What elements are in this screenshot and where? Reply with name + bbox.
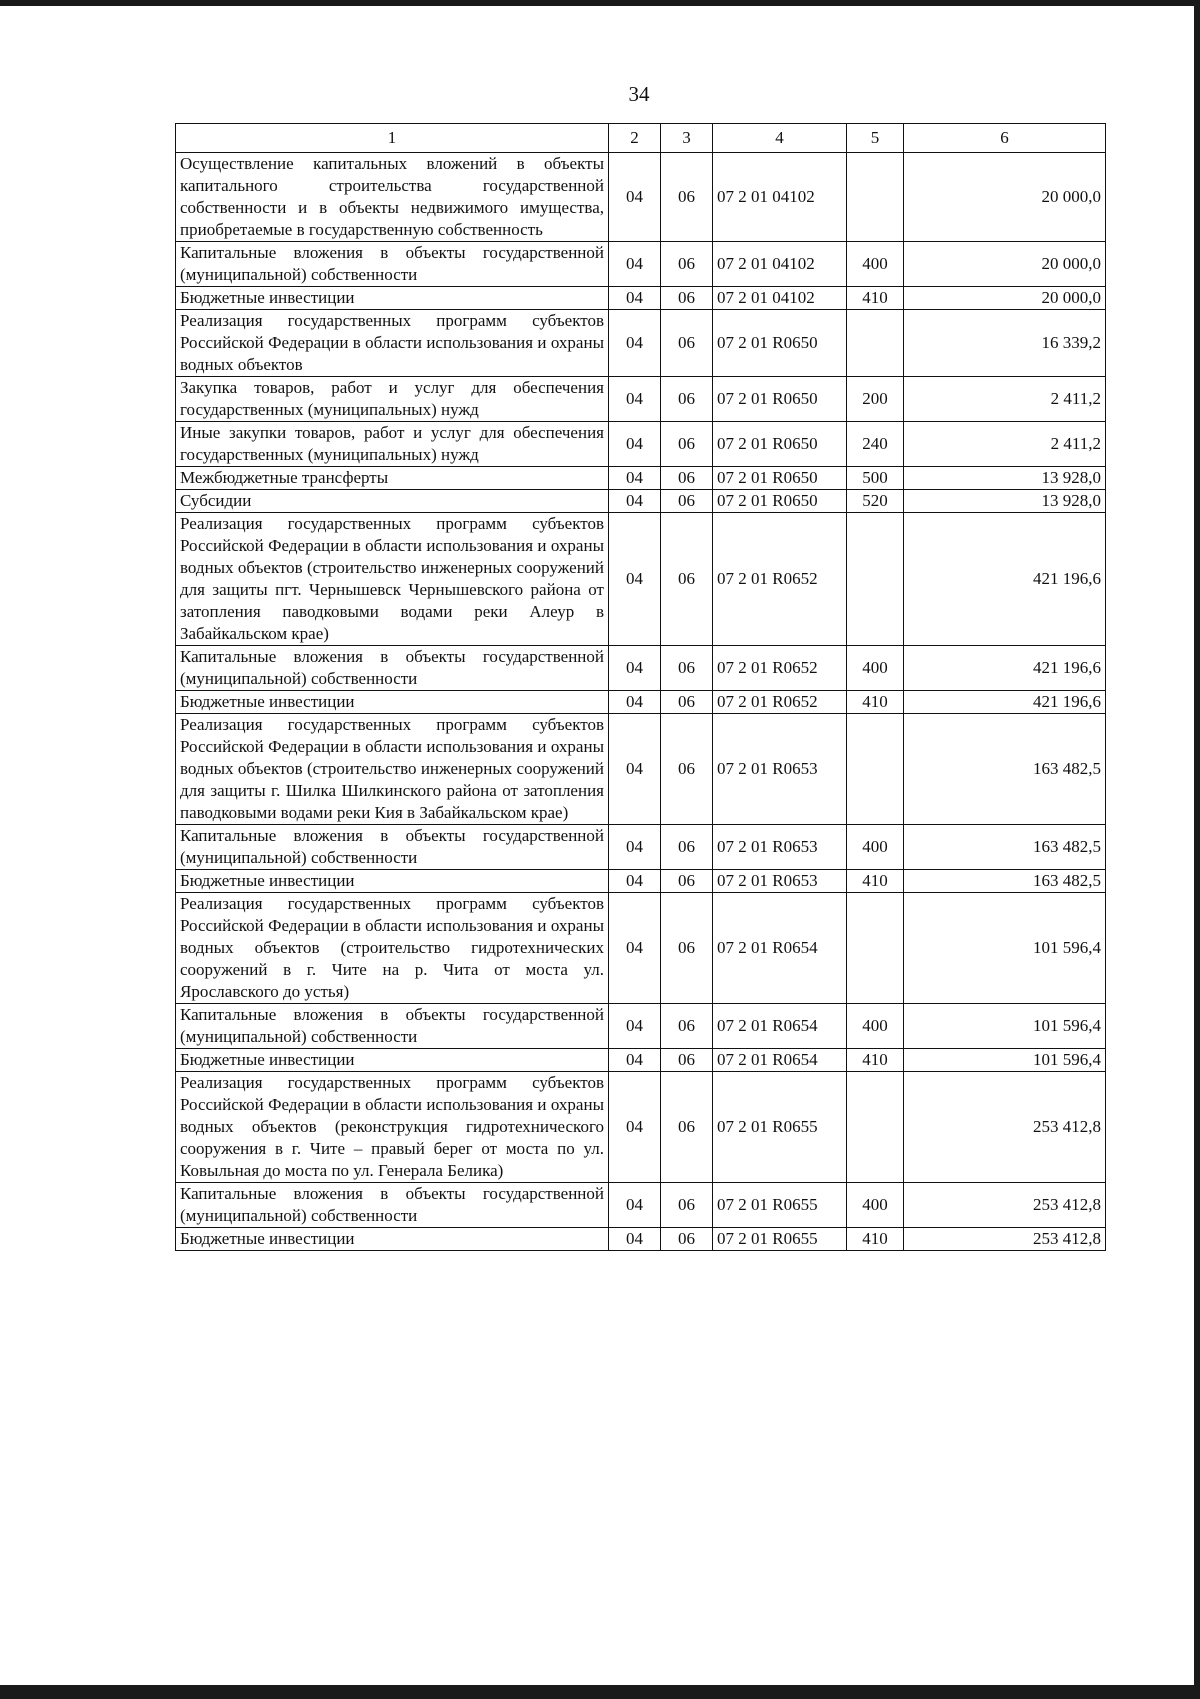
target-article-code: 07 2 01 R0655 — [713, 1228, 847, 1251]
expense-type-code: 240 — [847, 422, 904, 467]
subsection-code: 06 — [661, 1183, 713, 1228]
target-article-code: 07 2 01 R0654 — [713, 1004, 847, 1049]
subsection-code: 06 — [661, 242, 713, 287]
table-row — [176, 825, 1106, 870]
item-name: Осуществление капитальных вложений в объекты капитального строительства государственной собственности и в объекты недвижимого имущества, приобретаемые в государственную собственность — [176, 153, 609, 242]
section-code: 04 — [609, 310, 661, 377]
subsection-code: 06 — [661, 310, 713, 377]
amount-value: 13 928,0 — [904, 467, 1106, 490]
section-code: 04 — [609, 691, 661, 714]
expense-type-code: 410 — [847, 287, 904, 310]
subsection-code: 06 — [661, 714, 713, 825]
item-name: Капитальные вложения в объекты государственной (муниципальной) собственности — [176, 242, 609, 287]
table-header — [176, 124, 1106, 153]
amount-value: 13 928,0 — [904, 490, 1106, 513]
subsection-code: 06 — [661, 513, 713, 646]
expense-type-code: 500 — [847, 467, 904, 490]
target-article-code: 07 2 01 R0655 — [713, 1072, 847, 1183]
target-article-code: 07 2 01 04102 — [713, 242, 847, 287]
subsection-code: 06 — [661, 287, 713, 310]
target-article-code: 07 2 01 R0652 — [713, 513, 847, 646]
item-name: Капитальные вложения в объекты государственной (муниципальной) собственности — [176, 1183, 609, 1228]
amount-value: 101 596,4 — [904, 893, 1106, 1004]
table-row — [176, 422, 1106, 467]
section-code: 04 — [609, 870, 661, 893]
header-col-5: 5 — [847, 124, 904, 153]
expense-type-code: 400 — [847, 646, 904, 691]
table-row — [176, 893, 1106, 1004]
table-row — [176, 1072, 1106, 1183]
expense-type-code — [847, 153, 904, 242]
header-col-3: 3 — [661, 124, 713, 153]
expense-type-code: 410 — [847, 870, 904, 893]
section-code: 04 — [609, 422, 661, 467]
header-col-4: 4 — [713, 124, 847, 153]
table-row — [176, 1049, 1106, 1072]
amount-value: 253 412,8 — [904, 1183, 1106, 1228]
target-article-code: 07 2 01 R0650 — [713, 377, 847, 422]
budget-table — [175, 123, 1106, 1251]
table-row — [176, 646, 1106, 691]
expense-type-code: 200 — [847, 377, 904, 422]
header-col-1: 1 — [176, 124, 609, 153]
amount-value: 2 411,2 — [904, 377, 1106, 422]
header-row — [176, 124, 1106, 153]
expense-type-code: 400 — [847, 1004, 904, 1049]
table-row — [176, 153, 1106, 242]
item-name: Капитальные вложения в объекты государственной (муниципальной) собственности — [176, 825, 609, 870]
page-number: 34 — [628, 82, 650, 106]
section-code: 04 — [609, 377, 661, 422]
expense-type-code — [847, 513, 904, 646]
target-article-code: 07 2 01 R0650 — [713, 422, 847, 467]
subsection-code: 06 — [661, 153, 713, 242]
target-article-code: 07 2 01 R0653 — [713, 870, 847, 893]
section-code: 04 — [609, 490, 661, 513]
item-name: Реализация государственных программ субъектов Российской Федерации в области использования и охраны водных объектов (строительство инженерных сооружений для защиты пгт. Чернышевск Чернышевского района от затопления паводковыми водами реки Алеур в Забайкальском крае) — [176, 513, 609, 646]
amount-value: 20 000,0 — [904, 242, 1106, 287]
amount-value: 421 196,6 — [904, 691, 1106, 714]
amount-value: 421 196,6 — [904, 646, 1106, 691]
item-name: Капитальные вложения в объекты государственной (муниципальной) собственности — [176, 1004, 609, 1049]
subsection-code: 06 — [661, 691, 713, 714]
amount-value: 101 596,4 — [904, 1049, 1106, 1072]
amount-value: 253 412,8 — [904, 1228, 1106, 1251]
expense-type-code: 400 — [847, 242, 904, 287]
table-row — [176, 242, 1106, 287]
subsection-code: 06 — [661, 870, 713, 893]
subsection-code: 06 — [661, 1072, 713, 1183]
item-name: Бюджетные инвестиции — [176, 870, 609, 893]
item-name: Реализация государственных программ субъектов Российской Федерации в области использования и охраны водных объектов (реконструкция гидротехнического сооружения в г. Чите – правый берег от моста по ул. Ковыльная до моста по ул. Генерала Белика) — [176, 1072, 609, 1183]
subsection-code: 06 — [661, 377, 713, 422]
amount-value: 163 482,5 — [904, 714, 1106, 825]
item-name: Субсидии — [176, 490, 609, 513]
expense-type-code: 410 — [847, 1049, 904, 1072]
expense-type-code: 410 — [847, 1228, 904, 1251]
item-name: Закупка товаров, работ и услуг для обеспечения государственных (муниципальных) нужд — [176, 377, 609, 422]
subsection-code: 06 — [661, 467, 713, 490]
table-row — [176, 287, 1106, 310]
expense-type-code: 410 — [847, 691, 904, 714]
item-name: Бюджетные инвестиции — [176, 691, 609, 714]
section-code: 04 — [609, 825, 661, 870]
section-code: 04 — [609, 513, 661, 646]
expense-type-code — [847, 893, 904, 1004]
section-code: 04 — [609, 467, 661, 490]
target-article-code: 07 2 01 R0654 — [713, 893, 847, 1004]
section-code: 04 — [609, 287, 661, 310]
table-row — [176, 1183, 1106, 1228]
table-row — [176, 377, 1106, 422]
target-article-code: 07 2 01 R0652 — [713, 691, 847, 714]
section-code: 04 — [609, 893, 661, 1004]
section-code: 04 — [609, 1004, 661, 1049]
section-code: 04 — [609, 153, 661, 242]
amount-value: 421 196,6 — [904, 513, 1106, 646]
subsection-code: 06 — [661, 893, 713, 1004]
item-name: Бюджетные инвестиции — [176, 1228, 609, 1251]
subsection-code: 06 — [661, 490, 713, 513]
section-code: 04 — [609, 1183, 661, 1228]
table-row — [176, 513, 1106, 646]
section-code: 04 — [609, 1072, 661, 1183]
table-row — [176, 467, 1106, 490]
target-article-code: 07 2 01 R0653 — [713, 825, 847, 870]
table-row — [176, 870, 1106, 893]
subsection-code: 06 — [661, 1004, 713, 1049]
header-col-6: 6 — [904, 124, 1106, 153]
target-article-code: 07 2 01 04102 — [713, 287, 847, 310]
scan-border-bottom — [0, 1685, 1200, 1699]
item-name: Реализация государственных программ субъектов Российской Федерации в области использования и охраны водных объектов (строительство инженерных сооружений для защиты г. Шилка Шилкинского района от затопления паводковыми водами реки Кия в Забайкальском крае) — [176, 714, 609, 825]
amount-value: 163 482,5 — [904, 825, 1106, 870]
item-name: Реализация государственных программ субъектов Российской Федерации в области использования и охраны водных объектов (строительство гидротехнических сооружений в г. Чите на р. Чита от моста ул. Ярославского до устья) — [176, 893, 609, 1004]
section-code: 04 — [609, 714, 661, 825]
table-row — [176, 490, 1106, 513]
amount-value: 163 482,5 — [904, 870, 1106, 893]
header-col-2: 2 — [609, 124, 661, 153]
scan-border-top — [0, 0, 1200, 6]
target-article-code: 07 2 01 R0653 — [713, 714, 847, 825]
table-row — [176, 1004, 1106, 1049]
item-name: Межбюджетные трансферты — [176, 467, 609, 490]
scan-border-right — [1194, 0, 1200, 1699]
expense-type-code — [847, 714, 904, 825]
expense-type-code: 520 — [847, 490, 904, 513]
section-code: 04 — [609, 1228, 661, 1251]
amount-value: 16 339,2 — [904, 310, 1106, 377]
amount-value: 20 000,0 — [904, 287, 1106, 310]
subsection-code: 06 — [661, 825, 713, 870]
subsection-code: 06 — [661, 422, 713, 467]
section-code: 04 — [609, 646, 661, 691]
amount-value: 101 596,4 — [904, 1004, 1106, 1049]
target-article-code: 07 2 01 R0650 — [713, 490, 847, 513]
expense-type-code — [847, 1072, 904, 1183]
expense-type-code: 400 — [847, 1183, 904, 1228]
section-code: 04 — [609, 1049, 661, 1072]
target-article-code: 07 2 01 R0654 — [713, 1049, 847, 1072]
amount-value: 20 000,0 — [904, 153, 1106, 242]
expense-type-code: 400 — [847, 825, 904, 870]
table-body — [176, 153, 1106, 1251]
subsection-code: 06 — [661, 1049, 713, 1072]
target-article-code: 07 2 01 R0655 — [713, 1183, 847, 1228]
item-name: Бюджетные инвестиции — [176, 1049, 609, 1072]
table-row — [176, 310, 1106, 377]
subsection-code: 06 — [661, 646, 713, 691]
item-name: Реализация государственных программ субъектов Российской Федерации в области использования и охраны водных объектов — [176, 310, 609, 377]
target-article-code: 07 2 01 R0650 — [713, 467, 847, 490]
item-name: Бюджетные инвестиции — [176, 287, 609, 310]
item-name: Иные закупки товаров, работ и услуг для обеспечения государственных (муниципальных) нужд — [176, 422, 609, 467]
item-name: Капитальные вложения в объекты государственной (муниципальной) собственности — [176, 646, 609, 691]
amount-value: 2 411,2 — [904, 422, 1106, 467]
subsection-code: 06 — [661, 1228, 713, 1251]
expense-type-code — [847, 310, 904, 377]
amount-value: 253 412,8 — [904, 1072, 1106, 1183]
section-code: 04 — [609, 242, 661, 287]
table-row — [176, 691, 1106, 714]
table-row — [176, 1228, 1106, 1251]
target-article-code: 07 2 01 R0650 — [713, 310, 847, 377]
table-row — [176, 714, 1106, 825]
target-article-code: 07 2 01 R0652 — [713, 646, 847, 691]
target-article-code: 07 2 01 04102 — [713, 153, 847, 242]
